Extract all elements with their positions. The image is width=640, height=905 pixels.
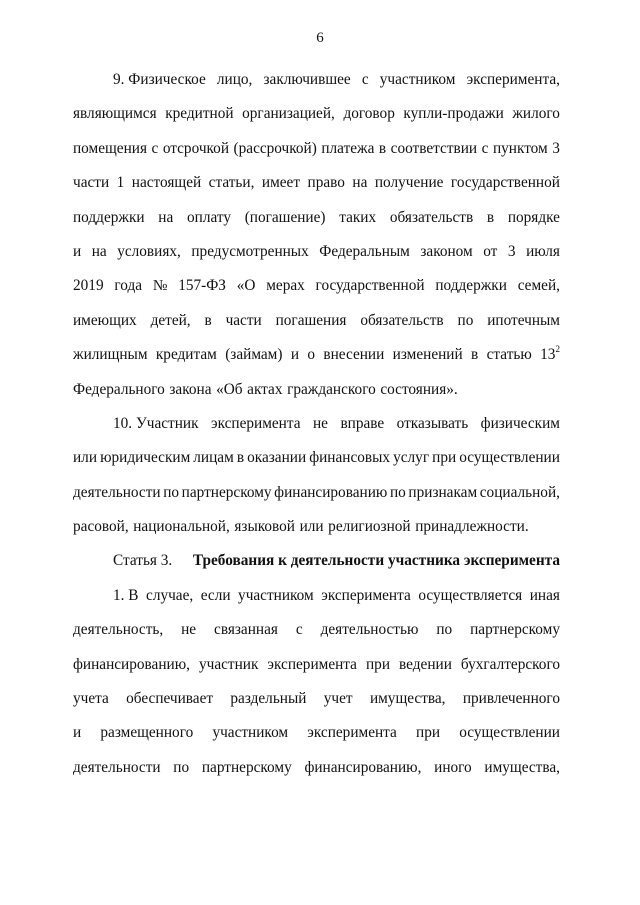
article-3-heading [73,544,560,578]
statute-reference: $13^2$ [540,344,560,364]
text-line: финансированию, участник эксперимента при ведении бухгалтерского [73,655,560,673]
text-line: 1. В случае, если участником эксперимента осуществляется иная [113,586,560,604]
text-line: являющимся кредитной организацией, договор купли-продажи жилого [73,105,560,123]
text-line: расовой, национальной, языковой или религиозной принадлежности. [73,518,529,536]
text-line: или юридическим лицам в оказании финансовых услуг при осуществлении [73,449,560,467]
page-number: 6 [316,30,324,46]
paragraph-10 [73,407,560,545]
paragraph-3-1 [73,579,560,785]
text-line: жилищным кредитам (займам) и о внесении изменений в статью $13^2$ [73,338,560,372]
paragraph-9 [73,63,560,407]
document-body [73,63,560,785]
article-label: Статья 3. [113,552,173,570]
text-line: Федерального закона «Об актах гражданского состояния». [73,380,458,398]
statute-superscript: 2 [555,344,560,355]
text-line: имеющих детей, в части погашения обязательств по ипотечным [73,311,560,329]
text-line: деятельности по партнерскому финансированию, иного имущества, [73,758,560,776]
text-line: и размещенного участником эксперимента при осуществлении [73,724,560,742]
text-line: 9. Физическое лицо, заключившее с участником эксперимента, [113,71,560,88]
text-line: 2019 года № 157-ФЗ «О мерах государственной поддержки семей, [73,277,560,295]
text-line: части 1 настоящей статьи, имеет право на получение государственной [73,174,560,192]
text-line: 10. Участник эксперимента не вправе отказывать физическим [113,414,560,432]
text-line: деятельность, не связанная с деятельностью по партнерскому [73,621,560,639]
text-line: поддержки на оплату (погашение) таких обязательств в порядке [73,208,560,226]
article-title: Требования к деятельности участника эксперимента [192,552,560,570]
text-line: учета обеспечивает раздельный учет имущества, привлеченного [73,690,560,708]
text-line: деятельности по партнерскому финансированию по признакам социальной, [73,483,560,501]
text-line: помещения с отсрочкой (рассрочкой) платежа в соответствии с пунктом 3 [73,139,560,157]
text-line: и на условиях, предусмотренных Федеральным законом от 3 июля [73,242,560,260]
